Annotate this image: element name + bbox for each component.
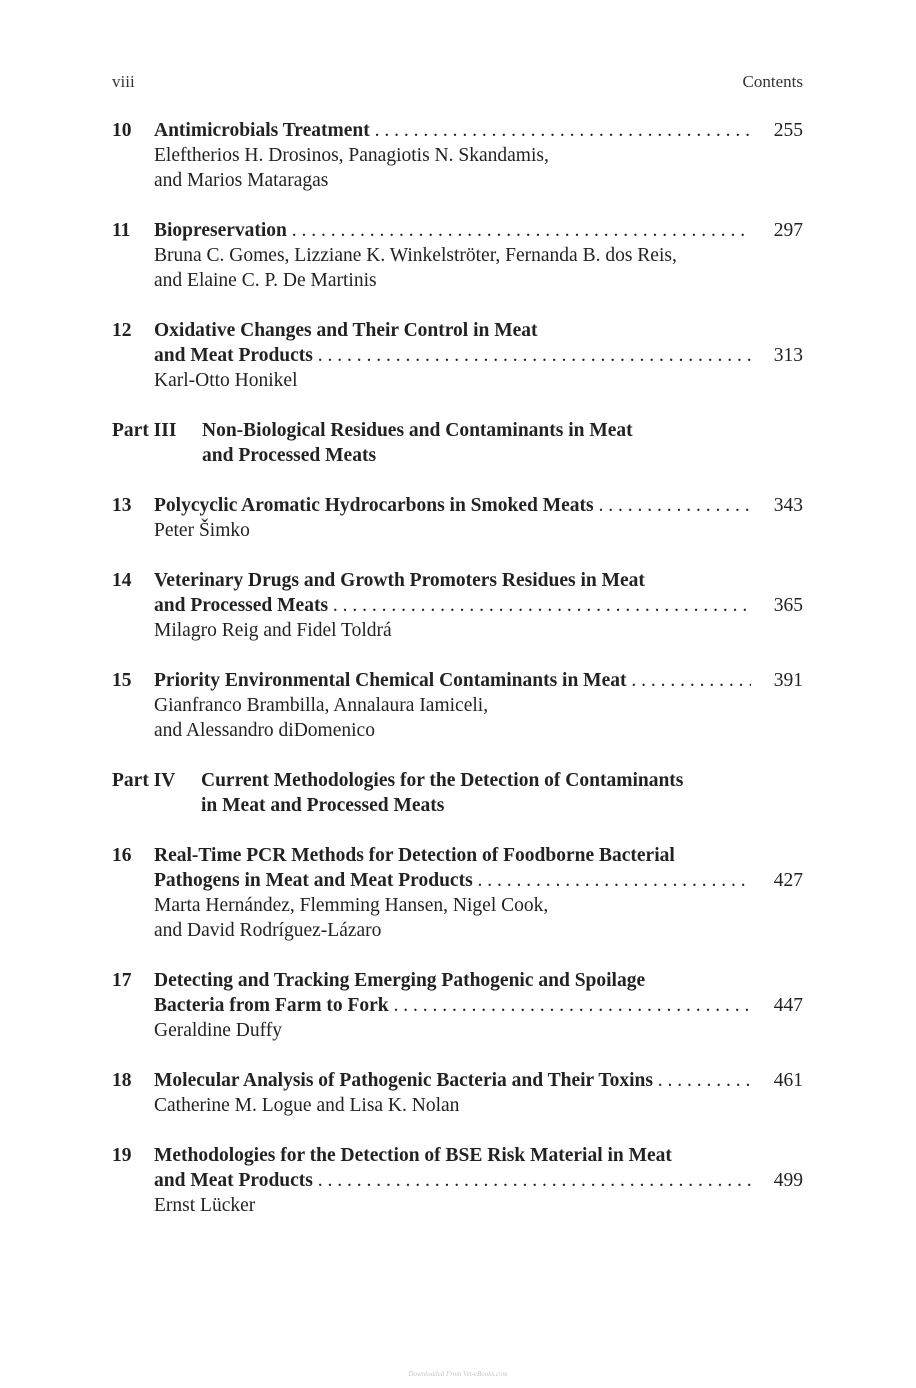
- chapter-authors: Ernst Lücker: [154, 1195, 256, 1216]
- part-title: and Processed Meats: [202, 445, 377, 466]
- toc-entry[interactable]: [112, 493, 803, 543]
- chapter-authors: and Marios Mataragas: [154, 170, 329, 191]
- chapter-authors: Bruna C. Gomes, Lizziane K. Winkelströter, Fernanda B. dos Reis,: [154, 245, 677, 266]
- chapter-title: Detecting and Tracking Emerging Pathogenic and Spoilage: [154, 970, 646, 991]
- toc-entry[interactable]: [112, 668, 803, 743]
- toc-entry[interactable]: [112, 843, 803, 943]
- part-heading: [112, 768, 803, 818]
- chapter-authors: Geraldine Duffy: [154, 1020, 282, 1041]
- running-head: Contents: [742, 72, 803, 91]
- part-label: Part IV: [112, 770, 176, 791]
- part-heading: [112, 418, 803, 468]
- page-number: 255: [773, 120, 803, 141]
- chapter-authors: Milagro Reig and Fidel Toldrá: [154, 620, 392, 641]
- page-number: 343: [773, 495, 803, 516]
- chapter-authors: Marta Hernández, Flemming Hansen, Nigel Cook,: [154, 895, 549, 916]
- page-number: 365: [773, 595, 803, 616]
- page-number: 313: [773, 345, 803, 366]
- page-number: 499: [773, 1170, 803, 1191]
- chapter-number: 10: [112, 120, 132, 141]
- part-label: Part III: [112, 420, 177, 441]
- toc-entry[interactable]: [112, 1143, 803, 1218]
- chapter-authors: Gianfranco Brambilla, Annalaura Iamiceli,: [154, 695, 489, 716]
- toc-entry[interactable]: [112, 218, 803, 293]
- part-title: Current Methodologies for the Detection of Contaminants: [201, 770, 684, 791]
- toc-entry[interactable]: [112, 118, 803, 193]
- chapter-number: 16: [112, 845, 132, 866]
- chapter-number: 14: [112, 570, 132, 591]
- chapter-number: 19: [112, 1145, 132, 1166]
- chapter-number: 11: [112, 220, 131, 241]
- chapter-title: Oxidative Changes and Their Control in Meat: [154, 320, 538, 341]
- chapter-title: Molecular Analysis of Pathogenic Bacteria and Their Toxins . . .: [154, 1068, 751, 1093]
- chapter-title: and Processed Meats . . .: [154, 593, 751, 618]
- chapter-number: 18: [112, 1070, 132, 1091]
- chapter-title: Real-Time PCR Methods for Detection of Foodborne Bacterial: [154, 845, 675, 866]
- part-title: in Meat and Processed Meats: [201, 795, 445, 816]
- chapter-title: Pathogens in Meat and Meat Products . . .: [154, 868, 751, 893]
- chapter-title: and Meat Products . . .: [154, 1168, 751, 1193]
- chapter-title: Methodologies for the Detection of BSE Risk Material in Meat: [154, 1145, 672, 1166]
- chapter-title: and Meat Products . . .: [154, 343, 751, 368]
- part-title: Non-Biological Residues and Contaminants in Meat: [202, 420, 633, 441]
- chapter-number: 13: [112, 495, 132, 516]
- page-number: 297: [773, 220, 803, 241]
- chapter-title: Polycyclic Aromatic Hydrocarbons in Smoked Meats . . .: [154, 493, 751, 518]
- chapter-title: Veterinary Drugs and Growth Promoters Residues in Meat: [154, 570, 645, 591]
- chapter-title: Bacteria from Farm to Fork . . .: [154, 993, 751, 1018]
- page-number: 447: [773, 995, 803, 1016]
- chapter-title: Priority Environmental Chemical Contaminants in Meat . . .: [154, 668, 751, 693]
- toc-entry[interactable]: [112, 318, 803, 393]
- toc-entry[interactable]: [112, 568, 803, 643]
- download-watermark: Downloaded From Vet-eBooks.com: [408, 1370, 508, 1378]
- toc-entry[interactable]: [112, 1068, 803, 1118]
- chapter-authors: and David Rodríguez-Lázaro: [154, 920, 382, 941]
- chapter-authors: Karl-Otto Honikel: [154, 370, 298, 391]
- folio: viii: [112, 72, 135, 91]
- chapter-authors: Peter Šimko: [154, 520, 250, 541]
- page-number: 427: [773, 870, 803, 891]
- chapter-authors: Eleftherios H. Drosinos, Panagiotis N. Skandamis,: [154, 145, 549, 166]
- chapter-authors: and Elaine C. P. De Martinis: [154, 270, 377, 291]
- chapter-authors: and Alessandro diDomenico: [154, 720, 375, 741]
- chapter-number: 12: [112, 320, 132, 341]
- page-number: 391: [773, 670, 803, 691]
- chapter-title: Antimicrobials Treatment . . .: [154, 118, 751, 143]
- chapter-number: 15: [112, 670, 132, 691]
- page-number: 461: [773, 1070, 803, 1091]
- chapter-title: Biopreservation . . .: [154, 218, 751, 243]
- toc-entry[interactable]: [112, 968, 803, 1043]
- chapter-authors: Catherine M. Logue and Lisa K. Nolan: [154, 1095, 460, 1116]
- chapter-number: 17: [112, 970, 132, 991]
- table-of-contents: [112, 118, 803, 1243]
